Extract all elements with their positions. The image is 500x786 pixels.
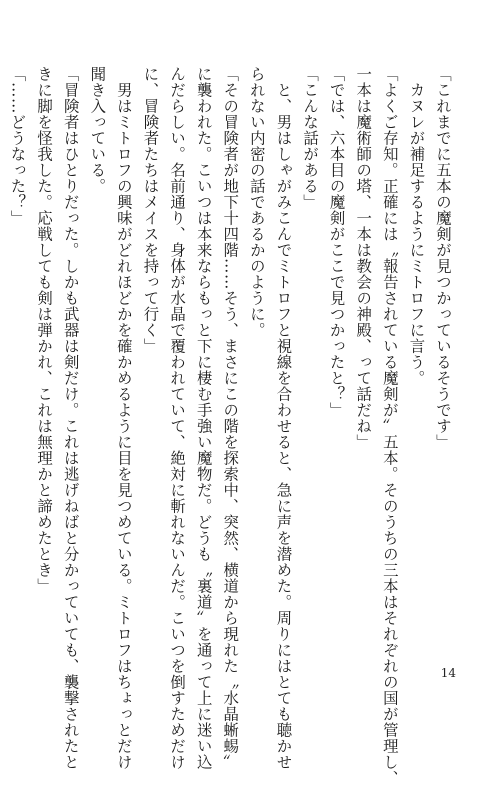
- text-line: んだらしい。名前通り、身体が水晶で覆われていて、絶対に斬れないんだ。こいつを倒すためだけ: [168, 66, 187, 770]
- text-line: きに脚を怪我した。応戦しても剣は弾かれ、これは無理かと諦めたとき」: [35, 66, 54, 594]
- text-line: カヌレが補足するようにミトロフに言う。: [407, 66, 426, 386]
- text-line: 男はミトロフの興味がどれほどかを確かめるように目を見つめている。ミトロフはちょっとだけ: [114, 66, 133, 770]
- text-line: [0, 66, 4, 626]
- text-line: 「では、六本目の魔剣がここで見つかったと？」: [327, 66, 346, 418]
- text-line: 一本は魔術師の塔、一本は教会の神殿、って話だね」: [354, 66, 373, 450]
- text-line: 「よくご存知。正確には〝報告されている魔剣が〟五本。そのうちの三本はそれぞれの国が管理し、: [380, 66, 399, 786]
- text-line: 「冒険者はひとりだった。しかも武器は剣だけ。これは逃げねばと分かっていても、襲撃されたと: [61, 66, 80, 770]
- text-line: に襲われた。こいつは本来ならもっと下に棲む手強い魔物だ。どうも〝裏道〟を通って上に迷い込: [194, 66, 213, 770]
- text-line: 「こんな話がある」: [301, 66, 320, 210]
- text-line: られない内密の話であるかのように。: [247, 66, 266, 338]
- text-line: 「……どうなった？」: [8, 66, 27, 226]
- page-number: 14: [440, 666, 456, 680]
- text-line: 「これまでに五本の魔剣が見つかっているそうです」: [434, 66, 452, 450]
- text-line: に、冒険者たちはメイスを持って行く」: [141, 66, 160, 354]
- text-line: 「その冒険者が地下十四階……そう、まさにこの階を探索中、突然、横道から現れた〝水晶蜥蜴〟: [221, 66, 240, 770]
- text-line: と、男はしゃがみこんでミトロフと視線を合わせると、急に声を潜めた。周りにはとても聴かせ: [274, 66, 293, 770]
- text-line: 聞き入っている。: [88, 66, 107, 194]
